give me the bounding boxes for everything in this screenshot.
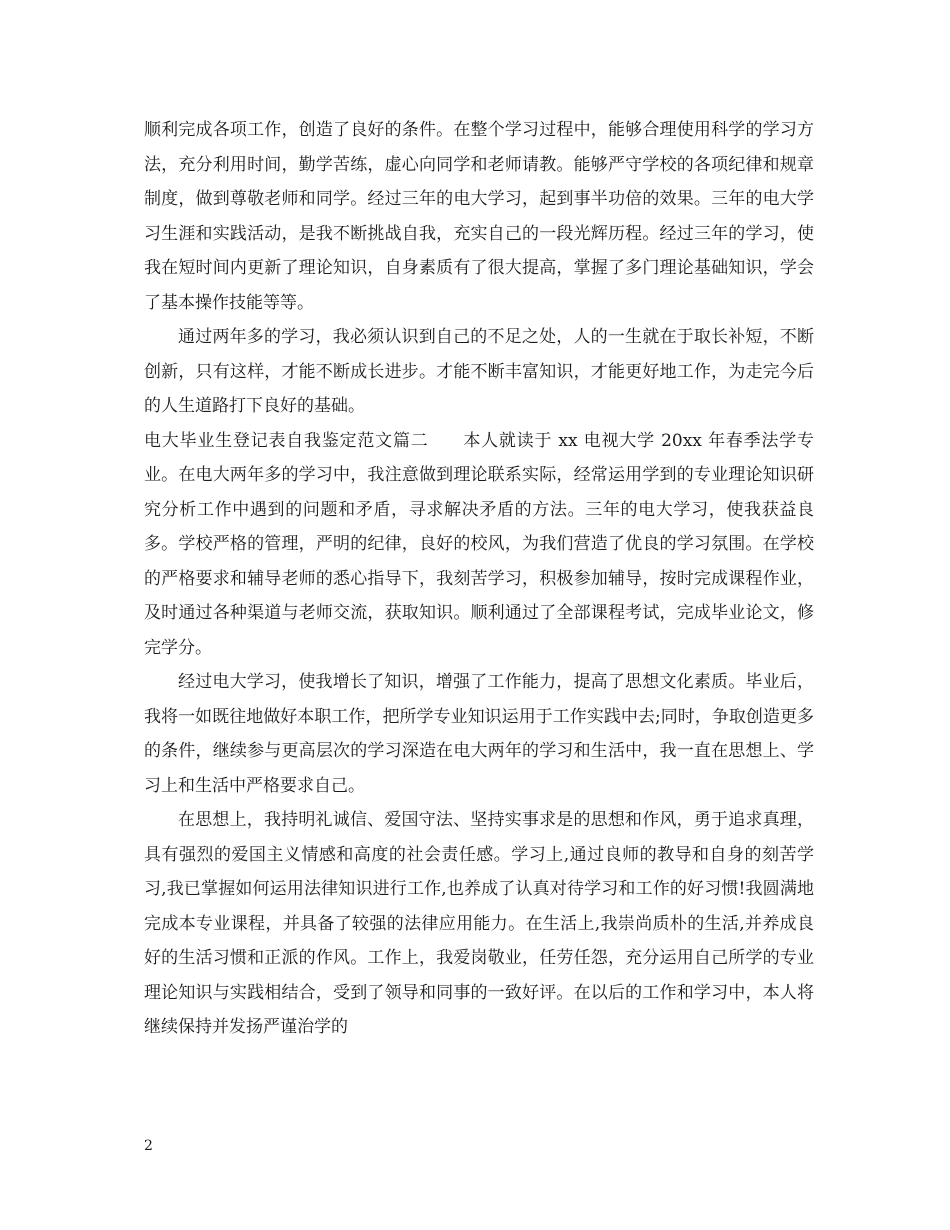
paragraph-4: 经过电大学习，使我增长了知识，增强了工作能力，提高了思想文化素质。毕业后，我将一如既往地做好本职工作，把所学专业知识运用于工作实践中去;同时，争取创造更多的条件，继续参与更高层次的学习深造在电大两年的学习和生活中，我一直在思想上、学习上和生活中严格要求自己。 (144, 672, 814, 796)
section-paragraph (144, 424, 814, 666)
paragraph-2: 通过两年多的学习，我必须认识到自己的不足之处，人的一生就在于取长补短，不断创新，只有这样，才能不断成长进步。才能不断丰富知识，才能更好地工作，为走完今后的人生道路打下良好的基础。 (144, 327, 814, 416)
paragraph-3: 本人就读于 xx 电视大学 20xx 年春季法学专业。在电大两年多的学习中，我注意做到理论联系实际，经常运用学到的专业理论知识研究分析工作中遇到的问题和矛盾，寻求解决矛盾的方法。三年的电大学习，使我获益良多。学校严格的管理，严明的纪律，良好的校风，为我们营造了优良的学习氛围。在学校的严格要求和辅导老师的悉心指导下，我刻苦学习，积极参加辅导，按时完成课程作业，及时通过各种渠道与老师交流，获取知识。顺利通过了全部课程考试，完成毕业论文，修完学分。 (144, 430, 814, 658)
page-number: 2 (144, 1138, 153, 1154)
section-heading: 电大毕业生登记表自我鉴定范文篇二 (144, 430, 429, 451)
document-body (144, 113, 814, 1045)
paragraph-5: 在思想上，我持明礼诚信、爱国守法、坚持实事求是的思想和作风，勇于追求真理，具有强烈的爱国主义情感和高度的社会责任感。学习上,通过良师的教导和自身的刻苦学习,我已掌握如何运用法律知识进行工作,也养成了认真对待学习和工作的好习惯!我圆满地完成本专业课程，并具备了较强的法律应用能力。在生活上,我崇尚质朴的生活,并养成良好的生活习惯和正派的作风。工作上，我爱岗敬业，任劳任怨，充分运用自己所学的专业理论知识与实践相结合，受到了领导和同事的一致好评。在以后的工作和学习中，本人将继续保持并发扬严谨治学的 (144, 810, 814, 1037)
paragraph-1: 顺利完成各项工作，创造了良好的条件。在整个学习过程中，能够合理使用科学的学习方法，充分利用时间，勤学苦练，虚心向同学和老师请教。能够严守学校的各项纪律和规章制度，做到尊敬老师和同学。经过三年的电大学习，起到事半功倍的效果。三年的电大学习生涯和实践活动，是我不断挑战自我，充实自己的一段光辉历程。经过三年的学习，使我在短时间内更新了理论知识，自身素质有了很大提高，掌握了多门理论基础知识，学会了基本操作技能等等。 (144, 120, 814, 313)
